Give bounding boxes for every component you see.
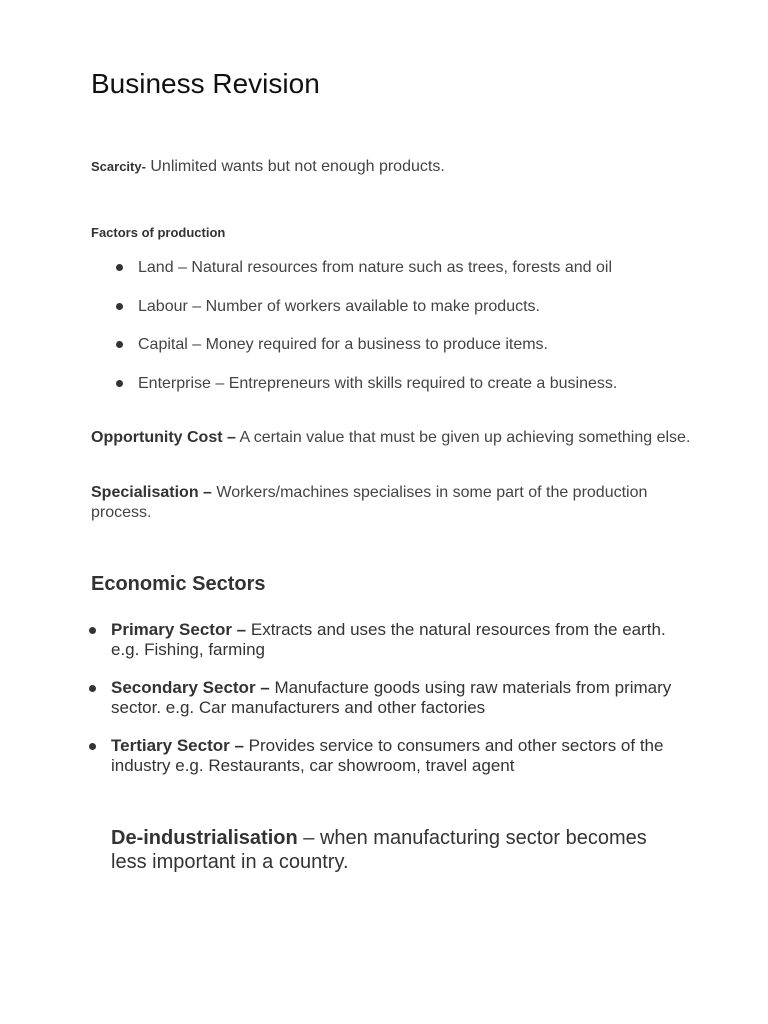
deindustrialisation-definition	[111, 826, 686, 874]
sector-item-primary	[88, 620, 678, 678]
factor-text: Land – Natural resources from nature such as trees, forests and oil	[138, 259, 613, 276]
deindustrialisation-text: – when manufacturing sector becomes less important in a country.	[111, 827, 647, 873]
sector-text: Provides service to consumers and other sectors of the industry e.g. Restaurants, car showroom, travel agent	[111, 736, 664, 775]
factor-item-land	[112, 258, 712, 297]
bullet-icon	[89, 627, 96, 634]
specialisation-definition	[91, 483, 691, 522]
sector-term: Secondary Sector –	[111, 678, 270, 697]
bullet-icon	[116, 380, 123, 387]
scarcity-definition	[91, 158, 445, 176]
deindustrialisation-term: De-industrialisation	[111, 827, 298, 849]
sector-item-secondary	[88, 678, 678, 736]
factor-item-enterprise	[112, 374, 712, 413]
document-title: Business Revision	[91, 68, 320, 99]
sector-term: Primary Sector –	[111, 620, 247, 639]
sector-text: Extracts and uses the natural resources from the earth. e.g. Fishing, farming	[111, 620, 666, 659]
factor-item-capital	[112, 335, 712, 374]
bullet-icon	[116, 303, 123, 310]
scarcity-term: Scarcity-	[91, 159, 146, 174]
factor-text: Labour – Number of workers available to make products.	[138, 297, 540, 315]
economic-sectors-heading: Economic Sectors	[91, 573, 266, 595]
bullet-icon	[116, 264, 123, 271]
specialisation-text: Workers/machines specialises in some part of the production process.	[91, 484, 648, 521]
bullet-icon	[89, 685, 96, 692]
factors-list	[112, 258, 712, 412]
specialisation-term: Specialisation –	[91, 484, 212, 501]
sector-term: Tertiary Sector –	[111, 736, 244, 755]
bullet-icon	[89, 743, 96, 750]
factor-text: Capital – Money required for a business to produce items.	[138, 336, 548, 353]
economic-sectors-list	[88, 620, 678, 794]
bullet-icon	[116, 341, 123, 348]
opportunity-cost-term: Opportunity Cost –	[91, 429, 236, 446]
sector-text: Manufacture goods using raw materials from primary sector. e.g. Car manufacturers and other factories	[111, 678, 672, 717]
opportunity-cost-definition	[91, 428, 691, 448]
sector-item-tertiary	[88, 736, 678, 794]
factors-heading: Factors of production	[91, 225, 226, 240]
factor-item-labour	[112, 297, 712, 336]
opportunity-cost-text: A certain value that must be given up achieving something else.	[235, 429, 691, 446]
scarcity-text: Unlimited wants but not enough products.	[145, 158, 445, 175]
factor-text: Enterprise – Entrepreneurs with skills required to create a business.	[138, 374, 618, 392]
